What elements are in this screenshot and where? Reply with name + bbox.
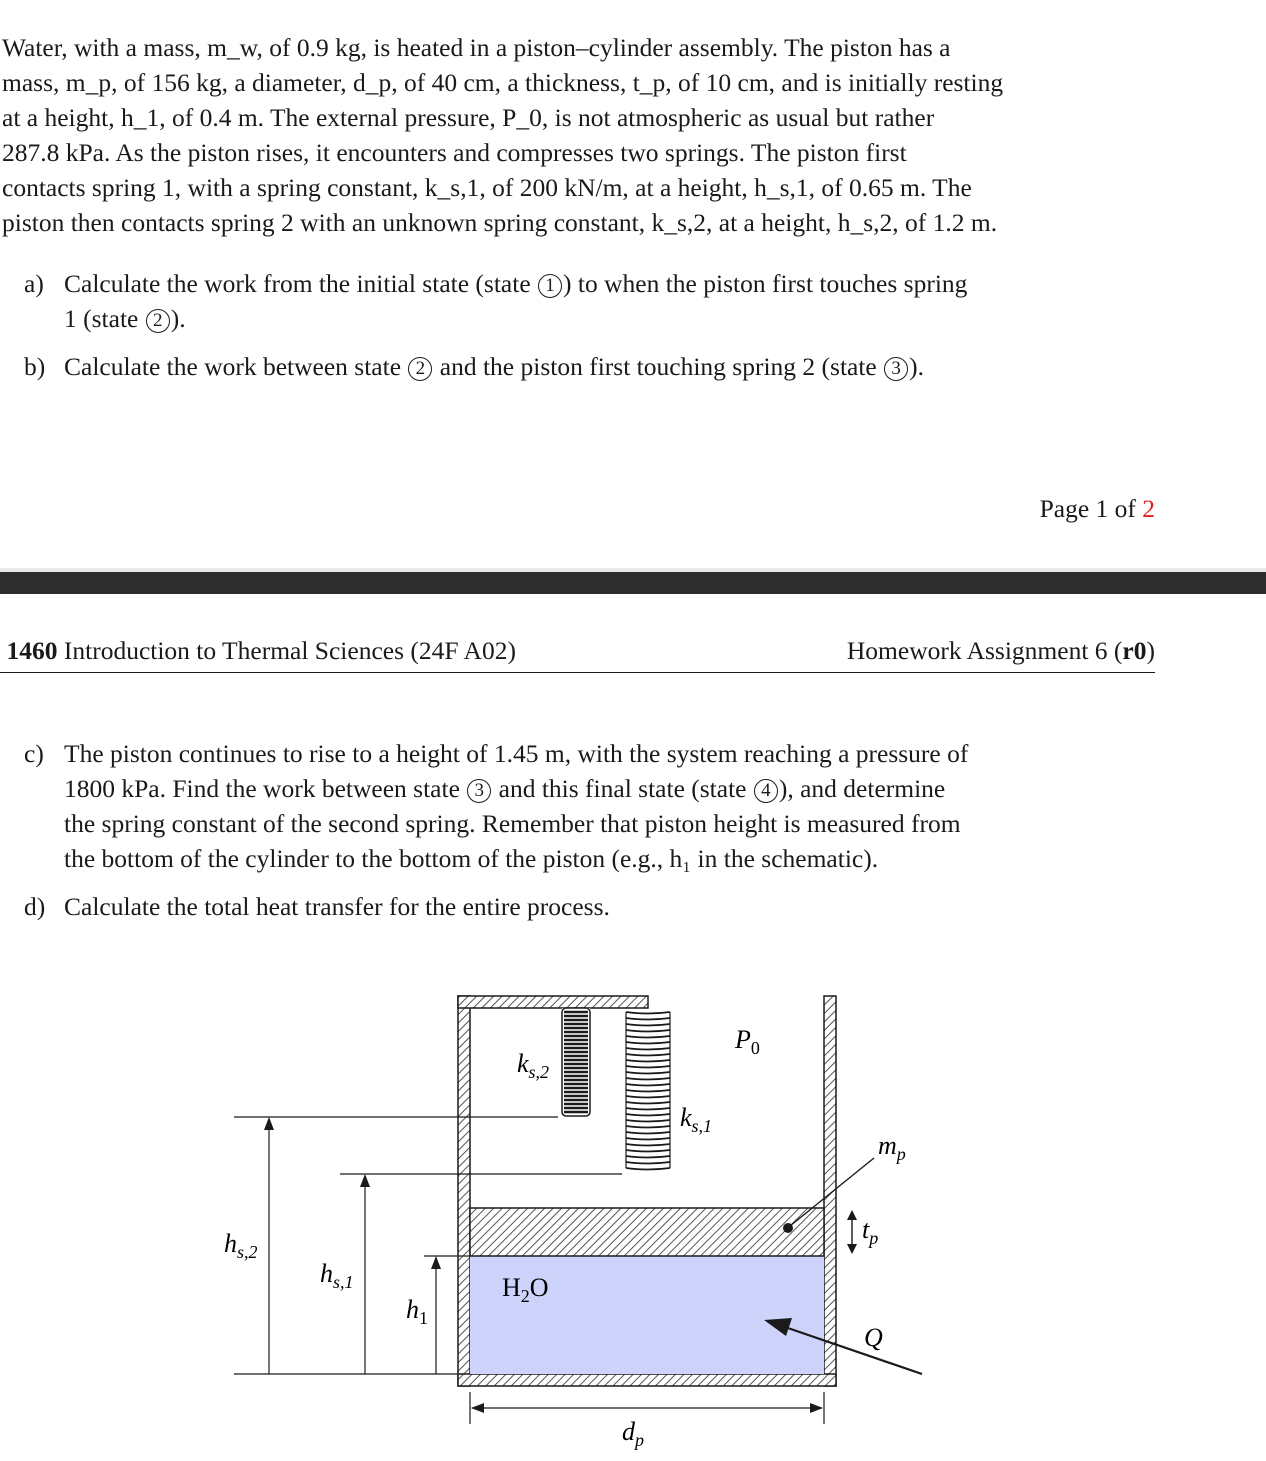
hs2-dimension [264, 1117, 274, 1374]
state-3-marker: 3 [884, 357, 908, 381]
part-a: a) Calculate the work from the initial state (state 1 ) to when the piston first touches spring 1 (state 2 ). [24, 266, 1154, 336]
course-title: 1460 Introduction to Thermal Sciences (24F A02) [6, 636, 516, 665]
problem-line-1: Water, with a mass, m_w, of 0.9 kg, is heated in a piston–cylinder assembly. The piston has a [2, 33, 951, 62]
spring-2 [562, 1008, 590, 1118]
page-total: 2 [1142, 494, 1155, 523]
problem-line-2: mass, m_p, of 156 kg, a diameter, d_p, of 40 cm, a thickness, t_p, of 10 cm, and is initially resting [2, 68, 1004, 97]
problem-line-5: contacts spring 1, with a spring constant, k_s,1, of 200 kN/m, at a height, h_s,1, of 0.65 m. The [2, 173, 972, 202]
page-divider [0, 572, 1266, 594]
h1-label: $h_1$ [406, 1295, 428, 1328]
part-c: c) The piston continues to rise to a height of 1.45 m, with the system reaching a pressure of 1800 kPa. Find the work between state 3 and this final state (state 4 ), and determine the spring constant of the second spring. Remember that piston height is measured from the bottom of the cylinder to the bottom of the piston (e.g., h₁ in the schematic). [24, 736, 1154, 876]
problem-statement [2, 30, 1154, 240]
h1-dimension [431, 1256, 441, 1374]
page-number: Page 1 of 2 [1039, 494, 1155, 523]
ks2-label: $k_{s,2}$ [517, 1049, 550, 1082]
ks1-label: $k_{s,1}$ [680, 1103, 713, 1136]
state-2-marker: 2 [408, 357, 432, 381]
piston-cylinder-schematic [0, 980, 1266, 1461]
problem-line-6: piston then contacts spring 2 with an unknown spring constant, k_s,2, at a height, h_s,2, of 1.2 m. [2, 208, 998, 237]
part-d-label: d) [24, 892, 46, 921]
dp-label: $d_p$ [622, 1417, 644, 1450]
part-a-label: a) [24, 269, 44, 298]
state-4-marker: 4 [754, 779, 778, 803]
piston [470, 1208, 824, 1256]
tp-dimension [847, 1210, 857, 1254]
state-2-marker: 2 [146, 309, 170, 333]
state-1-marker: 1 [538, 274, 562, 298]
hs1-dimension [360, 1174, 370, 1374]
problem-line-4: 287.8 kPa. As the piston rises, it encounters and compresses two springs. The piston first [2, 138, 907, 167]
hs2-label: $h_{s,2}$ [224, 1229, 258, 1262]
running-header [0, 636, 1155, 673]
assignment-title: Homework Assignment 6 (r0) [846, 636, 1155, 665]
p0-label: $P_0$ [735, 1025, 760, 1058]
state-3-marker: 3 [467, 779, 491, 803]
part-d: d) Calculate the total heat transfer for the entire process. [24, 889, 1154, 924]
water-label: $H_2O$ [502, 1273, 549, 1306]
spring-1 [626, 1012, 670, 1170]
cylinder-left-wall [458, 996, 470, 1386]
spring-mount-ceiling [458, 996, 648, 1008]
cylinder-bottom [458, 1374, 836, 1386]
dp-dimension [470, 1392, 824, 1424]
part-b-label: b) [24, 352, 46, 381]
q-label: Q [864, 1323, 883, 1352]
part-c-label: c) [24, 739, 44, 768]
mp-label: $m_p$ [878, 1131, 906, 1164]
problem-line-3: at a height, h_1, of 0.4 m. The external pressure, P_0, is not atmospheric as usual but rather [2, 103, 935, 132]
water-region [470, 1256, 824, 1374]
hs1-label: $h_{s,1}$ [320, 1259, 354, 1292]
part-b: b) Calculate the work between state 2 and the piston first touching spring 2 (state 3 ). [24, 349, 1154, 384]
tp-label: $t_p$ [862, 1215, 879, 1248]
